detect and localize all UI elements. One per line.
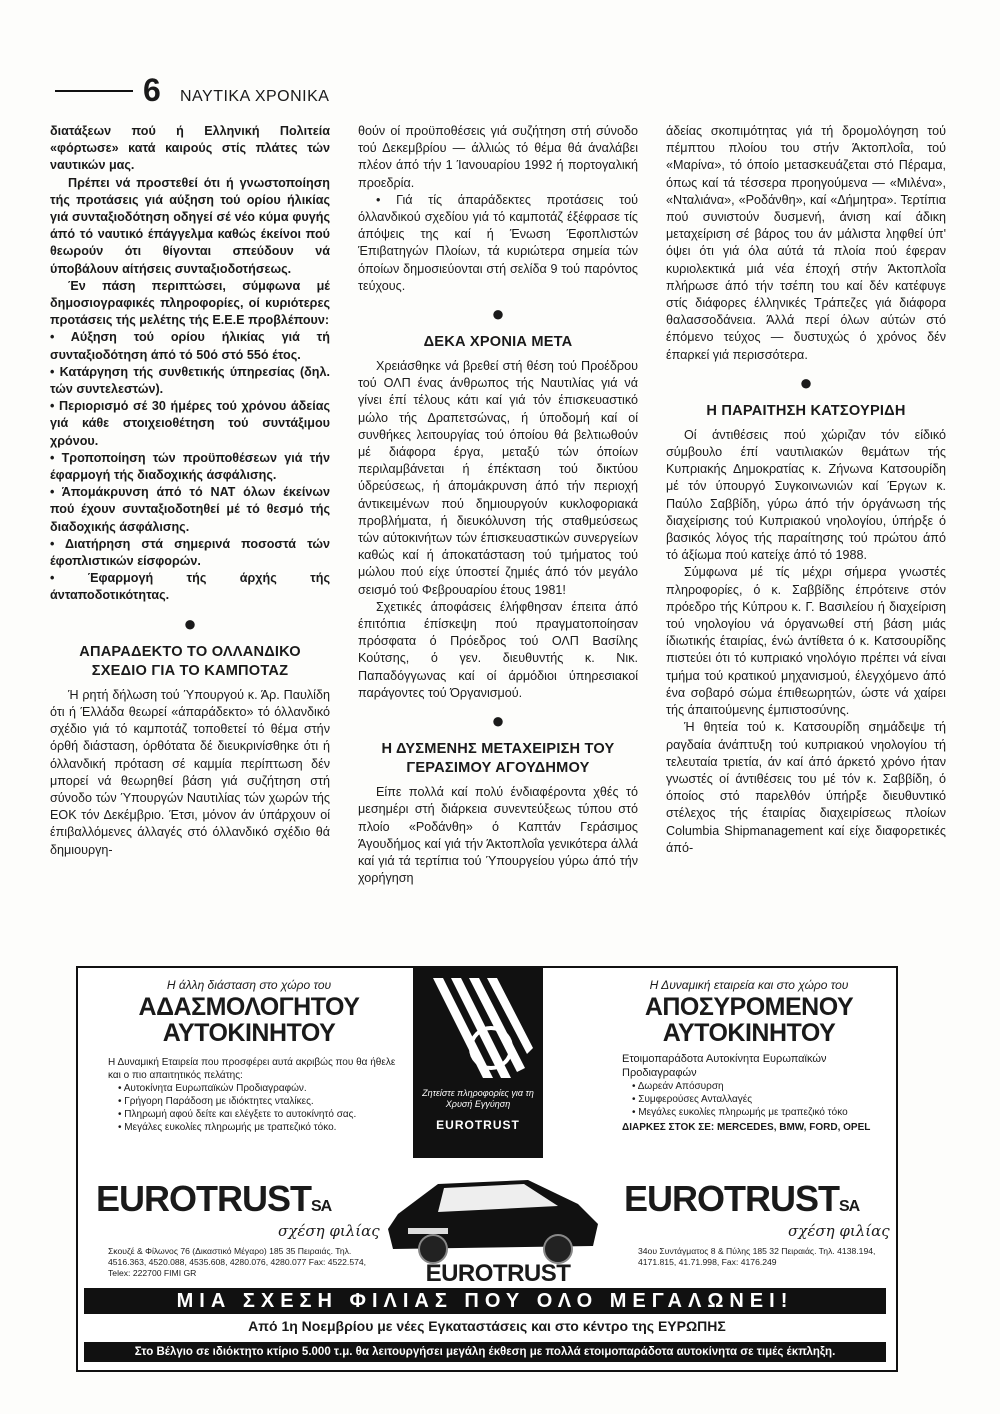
- center-tagline: Ζητείστε πληροφορίες για τη Χρυσή Εγγύηση: [422, 1088, 534, 1109]
- col1-p1: διατάξεων πού ή Ελληνική Πολιτεία «φόρτωσε» κατά καιρούς στίς πλάτες τών ναυτικών μας.: [50, 124, 330, 173]
- section-dot: ●: [183, 610, 197, 636]
- big-brand: EUROTRUST: [425, 1260, 571, 1287]
- col1-heading: ΑΠΑΡΑΔΕΚΤΟ ΤΟ ΟΛΛΑΝΔΙΚΟ ΣΧΕΔΙΟ ΓΙΑ ΤΟ ΚΑΜΠΟΤΑΖ: [79, 643, 301, 679]
- col1-bullet: • Διατήρηση στά σημερινά ποσοστά τών έφοπλιστικών είσφορών.: [50, 536, 330, 569]
- col1-p2: Πρέπει νά προστεθεί ότι ή γνωστοποίηση τής προτάσεις γιά αύξηση τού ορίου ήλικίας γιά συνταξιοδότηση οδηγεί σέ νέο κύμα φυγής άπό τό ναυτικό έπάγγελμα καθώς έκείνοι πού θεωρούν ότι θίγονται σπεύδουν νά ύποβάλουν αίτήσεις συνταξιοδοτήσεως.: [50, 175, 330, 276]
- col1-bullet: • Άπομάκρυνση άπό τό ΝΑΤ όλων έκείνων πού έχουν συνταξιοδοτηθεί μέ τό θεσμό τής διαδοχικής άσφάλισης.: [50, 485, 330, 534]
- col1-p4: Ή ρητή δήλωση τού Ύπουργού κ. Άρ. Παυλίδη ότι ή Έλλάδα θεωρεί «άπαράδεκτο» τό όλλανδικό σχέδιο γιά τό καμποτάζ τοποθετεί τό θέμα στήν όρθή διάσταση, όρθότατα δέ διευκρινίσθηκε ότι ή όλλανδική πρόταση σέ καμμία περίπτωση δέν μπορεί νά θεωρηθεί βάση γιά συζήτηση στή σύνοδο τών Ύπουργών Ναυτιλίας τών χωρών τής ΕΟΚ τόν Δεκέμβριο. Έτσι, μόνον άν ύπάρχουν οί έπιβαλλόμενες άλλαγές στό όλλανδικό σχέδιο θά δημιουργη-: [50, 687, 330, 857]
- ad-right-title: ΑΠΟΣΥΡΟΜΕΝΟΥ ΑΥΤΟΚΙΝΗΤΟΥ: [644, 993, 854, 1047]
- left-slogan: σχέση φιλίας: [278, 1222, 380, 1240]
- column-3: [666, 123, 946, 857]
- ad-right-item: • Μεγάλες ευκολίες πληρωμής με τραπεζικό τόκο: [632, 1106, 892, 1119]
- page-number: 6: [143, 72, 161, 108]
- left-eurotrust-logo: [96, 1180, 331, 1226]
- col2-p3: Χρειάσθηκε νά βρεθεί στή θέση τού Προέδρου τού ΟΛΠ ένας άνθρωπος τής Ναυτιλίας γιά νά γίνει έπί τέλους κάτι καί γιά τόν έπισκευαστικό μώλο τής Δραπετσώνας, ή ύποδομή καί οί συνθήκες λειτουργίας τού όποίου θά βελτιωθούν μέ διάφορα έργα, μεταξύ τών όποίων περιλαμβάνεται ή έπέκταση τού δικτύου ύδρεύσεως, ή άπομάκρυνση άπό τήν περιοχή άντικειμένων πού δημιουργούν κυκλοφοριακά προβλήματα, ή διευκόλυνση τής σταθμεύσεως τών αύτοκινήτων τών έπισκευαστικών συνεργείων καθώς καί ή άποκατάσταση τού τμήματος τού μώλου πού είχε ύποστεί ζημιές άπό τόν μεγάλο σεισμό τού Φεβρουαρίου έτους 1981!: [358, 359, 638, 597]
- col3-p1: άδείας σκοπιμότητας γιά τή δρομολόγηση τού πέμπτου πλοίου του στήν Άκτοπλοΐα, τού «Μαρίνα», τό όποίο μετασκευάζεται στό Πέραμα, όπως καί τά τέσσερα προηγούμενα — «Μιλένα», «Νταλιάνα», «Ροδάνθη», καί «Δήμητρα». Τερτίπια πού συνιστούν δυσμενή, άνιση καί άδικη μεταχείριση σέ βάρος του άν μάλιστα ληφθεί ύπ' όψει ότι γιά όλα αύτά τά πλοία πού έφεραν κυριολεκτικά μιά νέα έποχή στήν Άκτοπλοΐα πλήρωσε άπό τήν τσέπη του καί δέν κατέφυγε στίς διάφορες έλληνικές Τράπεζες γιά διάφορα θαλασσοδάνεια. Άλλά περί όλων αύτών στό έπόμενο τεύχος — δυστυχώς ό χρόνος δέν έπαρκεί γιά περισσότερα.: [666, 124, 946, 362]
- ad-left-title: ΑΔΑΣΜΟΛΟΓΗΤΟΥ ΑΥΤΟΚΙΝΗΤΟΥ: [138, 993, 360, 1047]
- ad-line-2: Από 1η Νοεμβρίου με νέες Εγκαταστάσεις και στο κέντρο της ΕΥΡΩΠΗΣ: [248, 1318, 726, 1334]
- right-slogan: σχέση φιλίας: [788, 1222, 890, 1240]
- ad-left-body: [108, 1056, 408, 1134]
- section-dot: ●: [491, 708, 505, 734]
- col2-p1: θούν οί προϋποθέσεις γιά συζήτηση στή σύνοδο τού Δεκεμβρίου — άλλιώς τό θέμα θά άναλάβει πλέον άπό τήν 1 Ίανουαρίου 1992 ή πορτογαλική προεδρία.: [358, 124, 638, 190]
- ad-left-item: • Μεγάλες ευκολίες πληρωμής με τραπεζικό τόκο.: [118, 1121, 408, 1134]
- col2-heading-2: Η ΔΥΣΜΕΝΗΣ ΜΕΤΑΧΕΙΡΙΣΗ ΤΟΥ ΓΕΡΑΣΙΜΟΥ ΑΓΟΥΔΗΜΟΥ: [381, 741, 615, 777]
- col3-p3: Σύμφωνα μέ τίς μέχρι σήμερα γνωστές πληροφορίες, ό κ. Σαββίδης έπρότεινε στόν πρόεδρο τής Κύπρου κ. Γ. Βασιλείου ή διαχείριση τού νηολογίου νά όργανωθεί στή βάση μιάς ίδιωτικής έταιρίας, ένώ άντίθετα ό κ. Κατσουρίδης πιστεύει ότι τό κυπριακό νηολόγιο πρέπει νά είναι τμήμα τού κρατικού μηχανισμού, έλεγχόμενο άπό ένα σοβαρό σώμα έπιθεωρητών, ώστε νά χαίρει τής άπαιτούμενης έμπιστοσύνης.: [666, 565, 946, 718]
- ad-left-item: • Γρήγορη Παράδοση με ιδιόκτητες νταλίκες.: [118, 1095, 408, 1108]
- logo-sa: SA: [839, 1198, 860, 1215]
- center-brand: EUROTRUST: [436, 1118, 520, 1132]
- col1-bullet: • Έφαρμογή τής άρχής τής άνταποδοτικότητας.: [50, 571, 330, 603]
- col1-bullet: • Τροποποίηση τών προϋποθέσεων γιά τήν έφαρμογή τής διαδοχικής άσφάλισης.: [50, 450, 330, 483]
- col2-p5: Είπε πολλά καί πολύ ένδιαφέροντα χθές τό μεσημέρι στή διάρκεια συνεντεύξεως τύπου στό πλοίο «Ροδάνθη» ό Καπτάν Γεράσιμος Άγουδήμος καί γιά τήν Άκτοπλοΐα γενικότερα άλλά καί γιά τά τερτίπια τού Ύπουργείου γύρω άπό τήν χορήγηση: [358, 785, 638, 886]
- logo-text: EUROTRUST: [624, 1178, 839, 1219]
- header-rule: [55, 90, 133, 92]
- ad-right-head: Η Δυναμική εταιρεία και στο χώρο του: [649, 978, 849, 992]
- ad-right-body: [622, 1052, 892, 1135]
- right-eurotrust-logo: [624, 1180, 859, 1226]
- column-1: [50, 123, 330, 859]
- ad-left-head: Η άλλη διάσταση στο χώρο του: [166, 978, 332, 992]
- col2-p4: Σχετικές άποφάσεις έλήφθησαν έπειτα άπό έπιτόπια έπίσκεψη πού πραγματοποίησαν πρόσφατα ό Πρόεδρος τού ΟΛΠ Βασίλης Κούτσης, ό γεν. διευθυντής κ. Νικ. Παπαδόγγωνας καί οί άρμόδιοι ύπηρεσιακοί παράγοντες τού Όργανισμού.: [358, 599, 638, 700]
- logo-sa: SA: [311, 1198, 332, 1215]
- right-address: 34ου Συντάγματος 8 & Πύλης 185 32 Πειραιάς. Τηλ. 4138.194, 4171.815, 41.71.998, Fax: 4176.249: [638, 1246, 876, 1267]
- col2-heading-1: ΔΕΚΑ ΧΡΟΝΙΑ ΜΕΤΑ: [423, 334, 573, 351]
- ad-left-item: • Αυτοκίνητα Ευρωπαϊκών Προδιαγραφών.: [118, 1082, 408, 1095]
- ad-right-item: • Συμφερούσες Ανταλλαγές: [632, 1093, 892, 1106]
- logo-text: EUROTRUST: [96, 1178, 311, 1219]
- section-dot: ●: [491, 301, 505, 327]
- col3-heading: Η ΠΑΡΑΙΤΗΣΗ ΚΑΤΣΟΥΡΙΔΗ: [706, 402, 906, 419]
- car-illustration: [378, 1154, 608, 1264]
- page-header: [55, 72, 955, 112]
- col1-bullet: • Αύξηση τού ορίου ήλικίας γιά τή συνταξιοδότηση άπό τό 50ό στό 55ό έτος.: [50, 330, 330, 362]
- col3-p4: Ή θητεία τού κ. Κατσουρίδη σημάδεψε τή ραγδαία άνάπτυξη τού κυπριακού νηολογίου τή τελευταία τριετία, άν καί άπό άρκετό χρόνο ήταν γνωστές οί άντιθέσεις του μέ τόν κ. Σαββίδη, ό όποίος στό παρελθόν ύπήρξε διευθυντικό στέλεχος τής έταιρίας διαχειρίσεως πλοίων Columbia Shipmanagement καί είχε διαφορετικές άπό-: [666, 720, 946, 855]
- ad-right-item: • Δωρεάν Απόσυρση: [632, 1080, 892, 1093]
- column-2: [358, 123, 638, 887]
- left-address: Σκουζέ & Φίλωνος 76 (Δικαστικό Μέγαρο) 185 35 Πειραιάς. Τηλ. 4516.363, 4520.088, 4535.608, 4280.076, 4280.077 Fax: 4522.574, Telex: 222700 FIMI GR: [108, 1246, 367, 1278]
- col1-p3: Έν πάση περιπτώσει, σύμφωνα μέ δημοσιογραφικές πληροφορίες, οί κυριότερες προτάσεις τής μελέτης τής Ε.Ε.Ε προβλέπουν:: [50, 278, 330, 328]
- ad-right-stock: ΔΙΑΡΚΕΣ ΣΤΟΚ ΣΕ: MERCEDES, BMW, FORD, OPEL: [622, 1122, 871, 1133]
- ad-left-intro: Η Δυναμική Εταιρεία που προσφέρει αυτά ακριβώς που θα ήθελε και ο πιο απαιτητικός πελάτης:: [108, 1057, 396, 1081]
- ad-line-3: Στο Βέλγιο σε ιδιόκτητο κτίριο 5.000 τ.μ. θα λειτουργήσει μεγάλη έκθεση με πολλά ετοιμοπαράδοτα αυτοκίνητα σε τιμές έκπληξη.: [84, 1342, 886, 1362]
- ad-left-item: • Πληρωμή αφού δείτε και ελέγξετε το αυτοκίνητό σας.: [118, 1108, 408, 1121]
- ad-right-intro: Ετοιμοπαράδοτα Αυτοκίνητα Ευρωπαϊκών Προδιαγραφών: [622, 1053, 827, 1079]
- col1-bullet: • Κατάργηση τής συνθετικής ύπηρεσίας (δηλ. τών συντελεστών).: [50, 364, 330, 397]
- section-dot: ●: [799, 369, 813, 395]
- paper-name: ΝΑΥΤΙΚΑ ΧΡΟΝΙΚΑ: [180, 88, 330, 105]
- col1-bullet: • Περιορισμό σέ 30 ήμέρες τού χρόνου άδείας γιά κάθε στοιχειοθέτηση τού συντάξιμου χρόνου.: [50, 399, 330, 448]
- ad-banner: ΜΙΑ ΣΧΕΣΗ ΦΙΛΙΑΣ ΠΟΥ ΟΛΟ ΜΕΓΑΛΩΝΕΙ!: [84, 1288, 886, 1314]
- col2-p2: • Γιά τίς άπαράδεκτες προτάσεις τού όλλανδικού σχεδίου γιά τό καμποτάζ έξέφρασε τίς άπόψεις της καί ή Ένωση Έφοπλιστών Έπιβατηγών Πλοίων, τά κυριώτερα σημεία τών όποίων δημοσιεύονται στή σελίδα 9 τού παρόντος τεύχους.: [358, 192, 638, 293]
- col3-p2: Οί άντιθέσεις πού χώριζαν τόν είδικό σύμβουλο έπί ναυτιλιακών θεμάτων τής Κυπριακής Δημοκρατίας κ. Ζήνωνα Κατσουρίδη μέ τόν ύπουργό Συγκοινωνιών καί Έργων κ. Παύλο Σαββίδη, γύρω άπό τήν όργάνωση τής διαχείρισης τού Κυπριακού νηολογίου, ύπήρξε ό βασικός λόγος τής παραίτησης τού πρώτου άπό τό άξίωμα πού κατείχε άπό τό 1988.: [666, 427, 946, 563]
- eurotrust-advertisement: [76, 966, 898, 1372]
